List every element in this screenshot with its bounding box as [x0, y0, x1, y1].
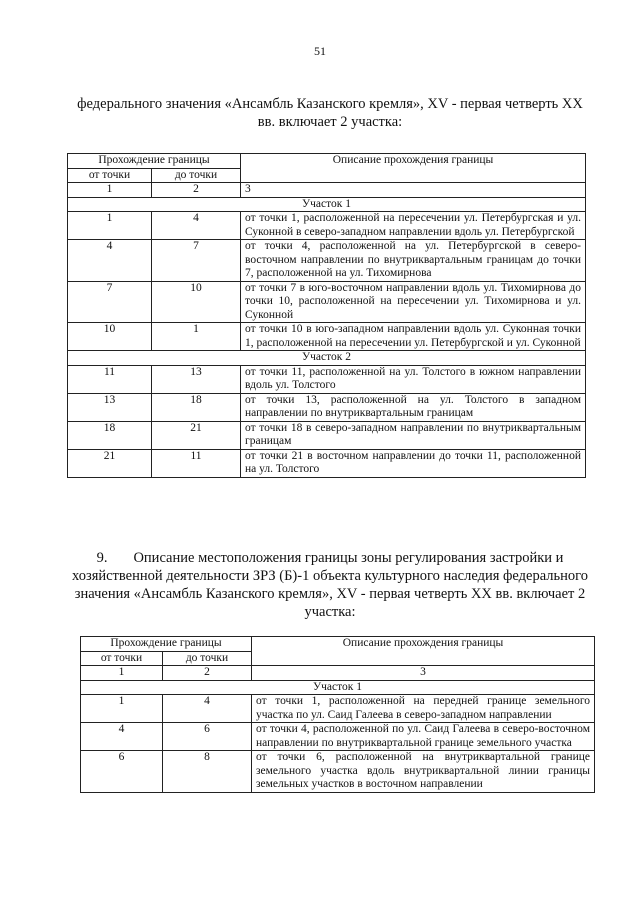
header-from-point: от точки: [68, 168, 152, 183]
from-point-cell: 6: [81, 751, 163, 793]
to-point-cell: 13: [152, 365, 241, 393]
from-point-cell: 18: [68, 421, 152, 449]
from-point-cell: 10: [68, 323, 152, 351]
column-number-2: 2: [163, 666, 252, 681]
description-cell: от точки 13, расположенной на ул. Толстого в западном направлении по внутриквартальным границам: [241, 393, 586, 421]
boundary-table-1: [67, 153, 586, 478]
column-number-2: 2: [152, 183, 241, 198]
table-row: [68, 449, 586, 477]
to-point-cell: 4: [152, 212, 241, 240]
to-point-cell: 21: [152, 421, 241, 449]
header-to-point: до точки: [163, 651, 252, 666]
section-title-row: [81, 680, 595, 695]
boundary-table-2: [80, 636, 595, 793]
to-point-cell: 4: [163, 695, 252, 723]
table-row: [68, 393, 586, 421]
section-title: Участок 1: [81, 680, 595, 695]
from-point-cell: 4: [81, 723, 163, 751]
to-point-cell: 7: [152, 240, 241, 282]
to-point-cell: 18: [152, 393, 241, 421]
section-heading-text: Описание местоположения границы зоны регулирования застройки и хозяйственной деятельности ЗРЗ (Б)-1 объекта культурного наследия федерального значения «Ансамбль Казанского кремля», XV - первая четверть XX вв. включает 2 участка:: [72, 550, 588, 620]
description-cell: от точки 21 в восточном направлении до точки 11, расположенной на ул. Толстого: [241, 449, 586, 477]
description-cell: от точки 7 в юго-восточном направлении вдоль ул. Тихомирнова до точки 10, расположенной на пересечении ул. Тихомирнова и ул. Суконной: [241, 281, 586, 323]
section-number: 9.: [96, 550, 108, 566]
page-number: 51: [314, 44, 326, 58]
description-cell: от точки 4, расположенной по ул. Саид Галеева в северо-восточном направлении по внутриквартальной границе земельного участка: [252, 723, 595, 751]
description-cell: от точки 11, расположенной на ул. Толстого в южном направлении вдоль ул. Толстого: [241, 365, 586, 393]
description-cell: от точки 4, расположенной на ул. Петербургской в северо-восточном направлении по внутриквартальным границам до точки 7, расположенной на ул. Тихомирнова: [241, 240, 586, 282]
header-to-point: до точки: [152, 168, 241, 183]
description-cell: от точки 1, расположенной на пересечении ул. Петербургская и ул. Суконной в северо-западном направлении вдоль ул. Петербургской: [241, 212, 586, 240]
from-point-cell: 1: [68, 212, 152, 240]
section-title: Участок 2: [68, 351, 586, 366]
to-point-cell: 1: [152, 323, 241, 351]
to-point-cell: 8: [163, 751, 252, 793]
to-point-cell: 11: [152, 449, 241, 477]
description-cell: от точки 6, расположенной на внутриквартальной границе земельного участка вдоль внутриквартальной линии границы земельных участков в восточном направлении: [252, 751, 595, 793]
table-header-row: [68, 154, 586, 169]
table-row: [81, 723, 595, 751]
description-cell: от точки 10 в юго-западном направлении вдоль ул. Суконная точки 1, расположенной на пересечении ул. Петербургской и ул. Суконной: [241, 323, 586, 351]
column-numbers-row: [68, 183, 586, 198]
header-passage: Прохождение границы: [81, 637, 252, 652]
table-row: [68, 240, 586, 282]
section-title: Участок 1: [68, 197, 586, 212]
from-point-cell: 1: [81, 695, 163, 723]
table-row: [68, 323, 586, 351]
table-row: [68, 281, 586, 323]
from-point-cell: 4: [68, 240, 152, 282]
column-number-3: 3: [252, 666, 595, 681]
from-point-cell: 13: [68, 393, 152, 421]
table-row: [68, 212, 586, 240]
table2-body: [81, 680, 595, 792]
heading-continuation: федерального значения «Ансамбль Казанского кремля», XV - первая четверть XX вв. включает 2 участка:: [77, 96, 583, 130]
table-row: [81, 695, 595, 723]
table-row: [68, 421, 586, 449]
to-point-cell: 10: [152, 281, 241, 323]
description-cell: от точки 1, расположенной на передней границе земельного участка по ул. Саид Галеева в северо-западном направлении: [252, 695, 595, 723]
header-description: Описание прохождения границы: [241, 154, 586, 183]
table-row: [81, 751, 595, 793]
table-row: [68, 365, 586, 393]
column-number-1: 1: [68, 183, 152, 198]
column-number-3: 3: [241, 183, 586, 198]
description-cell: от точки 18 в северо-западном направлении по внутриквартальным границам: [241, 421, 586, 449]
column-number-1: 1: [81, 666, 163, 681]
column-numbers-row: [81, 666, 595, 681]
table1-body: [68, 197, 586, 477]
section-title-row: [68, 351, 586, 366]
header-description: Описание прохождения границы: [252, 637, 595, 666]
section-heading-9: [70, 549, 590, 621]
table-header-row: [81, 637, 595, 652]
header-passage: Прохождение границы: [68, 154, 241, 169]
section-title-row: [68, 197, 586, 212]
from-point-cell: 11: [68, 365, 152, 393]
to-point-cell: 6: [163, 723, 252, 751]
from-point-cell: 7: [68, 281, 152, 323]
from-point-cell: 21: [68, 449, 152, 477]
header-from-point: от точки: [81, 651, 163, 666]
